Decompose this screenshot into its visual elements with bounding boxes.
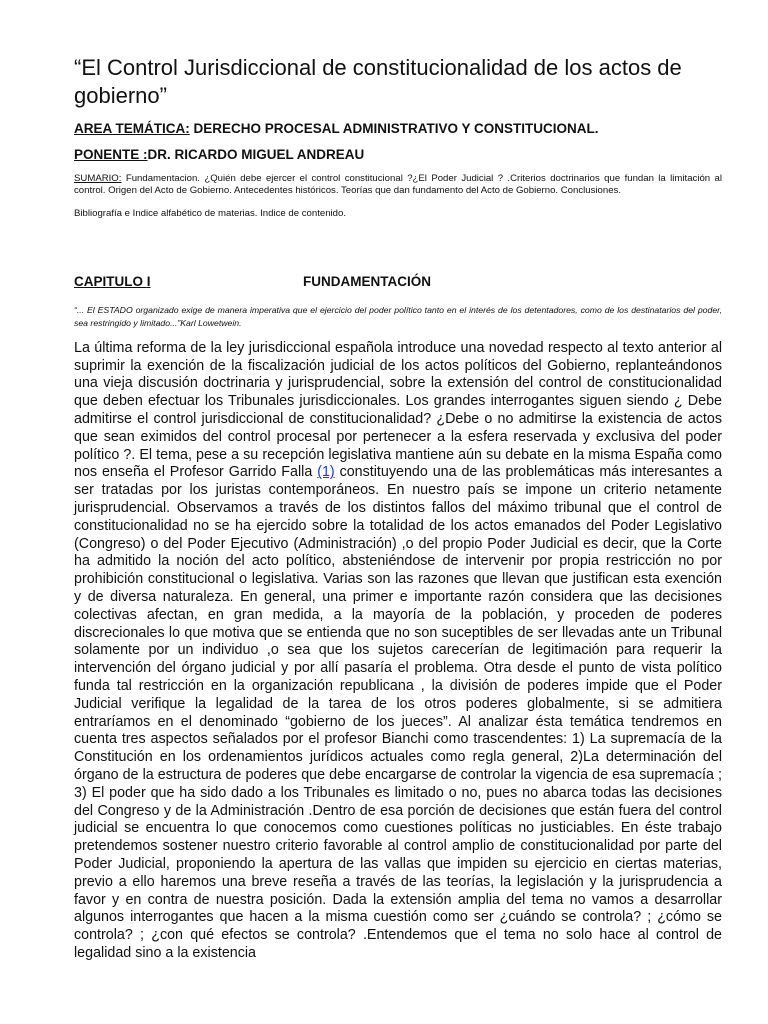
ponente-value: DR. RICARDO MIGUEL ANDREAU [147,147,365,162]
body-text-1: La última reforma de la ley jurisdiccional española introduce una novedad respecto al texto anterior al suprimir la exención de la fiscalización judicial de los actos políticos del Gobierno, replanteándonos una vieja discusión doctrinaria y jurisprudencial, sobre la extensión del control de constitucionalidad que deben efectuar los Tribunales jurisdiccionales. Los grandes interrogantes siguen siendo ¿ Debe admitirse el control jurisdiccional de constitucionalidad? ¿Debe o no admitirse la existencia de actos que sean eximidos del control procesal por pertenecer a la esfera reservada y exclusiva del poder político ?. El tema, pese a su recepción legislativa mantiene aún su debate en la misma España como nos enseña el Profesor Garrido Falla [74,339,722,481]
area-value: DERECHO PROCESAL ADMINISTRATIVO Y CONSTITUCIONAL. [189,121,599,136]
chapter-title: FUNDAMENTACIÓN [303,273,431,289]
ponente-label: PONENTE : [74,147,148,162]
footnote-link[interactable]: (1) [317,464,335,481]
area-label: AREA TEMÁTICA: [74,121,190,136]
body-paragraph [74,340,722,963]
body-text-2: constituyendo una de las problemáticas más interesantes a ser tratadas por los juristas contemporáneos. En nuestro país se impone un criterio netamente jurisprudencial. Observamos a través de los distintos fallos del máximo tribunal que el control de constitucionalidad no se ha ejercido sobre la totalidad de los actos emanados del Poder Legislativo (Congreso) o del Poder Ejecutivo (Administración) ,o del propio Poder Judicial es decir, que la Corte ha admitido la noción del acto político, absteniéndose de intervenir por propia restricción no por prohibición constitucional o legislativa. Varias son las razones que llevan que justifican esta exención y de diversa naturaleza. En general, una primer e importante razón considera que las decisiones colectivas afectan, en gran medida, a la mayoría de la población, y proceden de poderes discrecionales lo que motiva que se entienda que no son suceptibles de ser llevadas ante un Tribunal solamente por un individuo ,o sea que los sujetos carecerían de legitimación para requerir la intervención del órgano judicial y por allí pasaría el problema. Otra desde el punto de vista político funda tal restricción en la organización republicana , la división de poderes impide que el Poder Judicial verifique la legalidad de la tarea de los otros poderes globalmente, si se admitiera entraríamos en el denominado “gobierno de los jueces”. Al analizar ésta temática tendremos en cuenta tres aspectos señalados por el profesor Bianchi como trascendentes: 1) La supremacía de la Constitución en los ordenamientos jurídicos actuales como regla general, 2)La determinación del órgano de la estructura de poderes que debe encargarse de controlar la vigencia de esa supremacía ; 3) El poder que ha sido dado a los Tribunales es limitado o no, pues no abarca todas las decisiones del Congreso y de la Administración .Dentro de esa porción de decisiones que están fuera del control judicial se encuentra lo que conocemos como cuestiones políticas no justiciables. En éste trabajo pretendemos sostener nuestro criterio favorable al control amplio de constitucionalidad por parte del Poder Judicial, proponiendo la apertura de las vallas que impiden su ejercicio en ciertas materias, previo a ello haremos una breve reseña a través de las teorías, la legislación y la jurisprudencia a favor y en contra de nuestra posición. Dada la extensión amplia del tema no vamos a desarrollar algunos interrogantes que hacen a la misma cuestión como ser ¿cuándo se controla? ; ¿cómo se controla? ; ¿con qué efectos se controla? .Entendemos que el tema no solo hace al control de legalidad sino a la existencia [74,464,722,961]
epigraph-quote: “... El ESTADO organizado exige de manera imperativa que el ejercicio del poder político tanto en el interés de los detentadores, como de los destinatarios del poder, sea restringido y limitado...”Karl Lowetwein. [74,304,722,328]
document-title: “El Control Jurisdiccional de constitucionalidad de los actos de gobierno” [74,55,682,108]
chapter-heading [74,274,722,294]
sumario-text: Fundamentacion. ¿Quién debe ejercer el control constitucional ?¿El Poder Judicial ? .Criterios doctrinarios que fundan la limitación al control. Origen del Acto de Gobierno. Antecedentes históricos. Teorías que dan fundamento del Acto de Gobierno. Conclusiones. [74,173,722,197]
chapter-roman: I [146,273,151,289]
ponente [74,145,722,165]
bibliografia-note: Bibliografía e Indice alfabético de materias. Indice de contenido. [74,207,346,219]
chapter-label: CAPITULO [74,273,147,289]
area-tematica [74,119,722,139]
sumario-label: SUMARIO: [74,173,122,184]
sumario [74,173,722,198]
chapter-number [74,274,151,289]
